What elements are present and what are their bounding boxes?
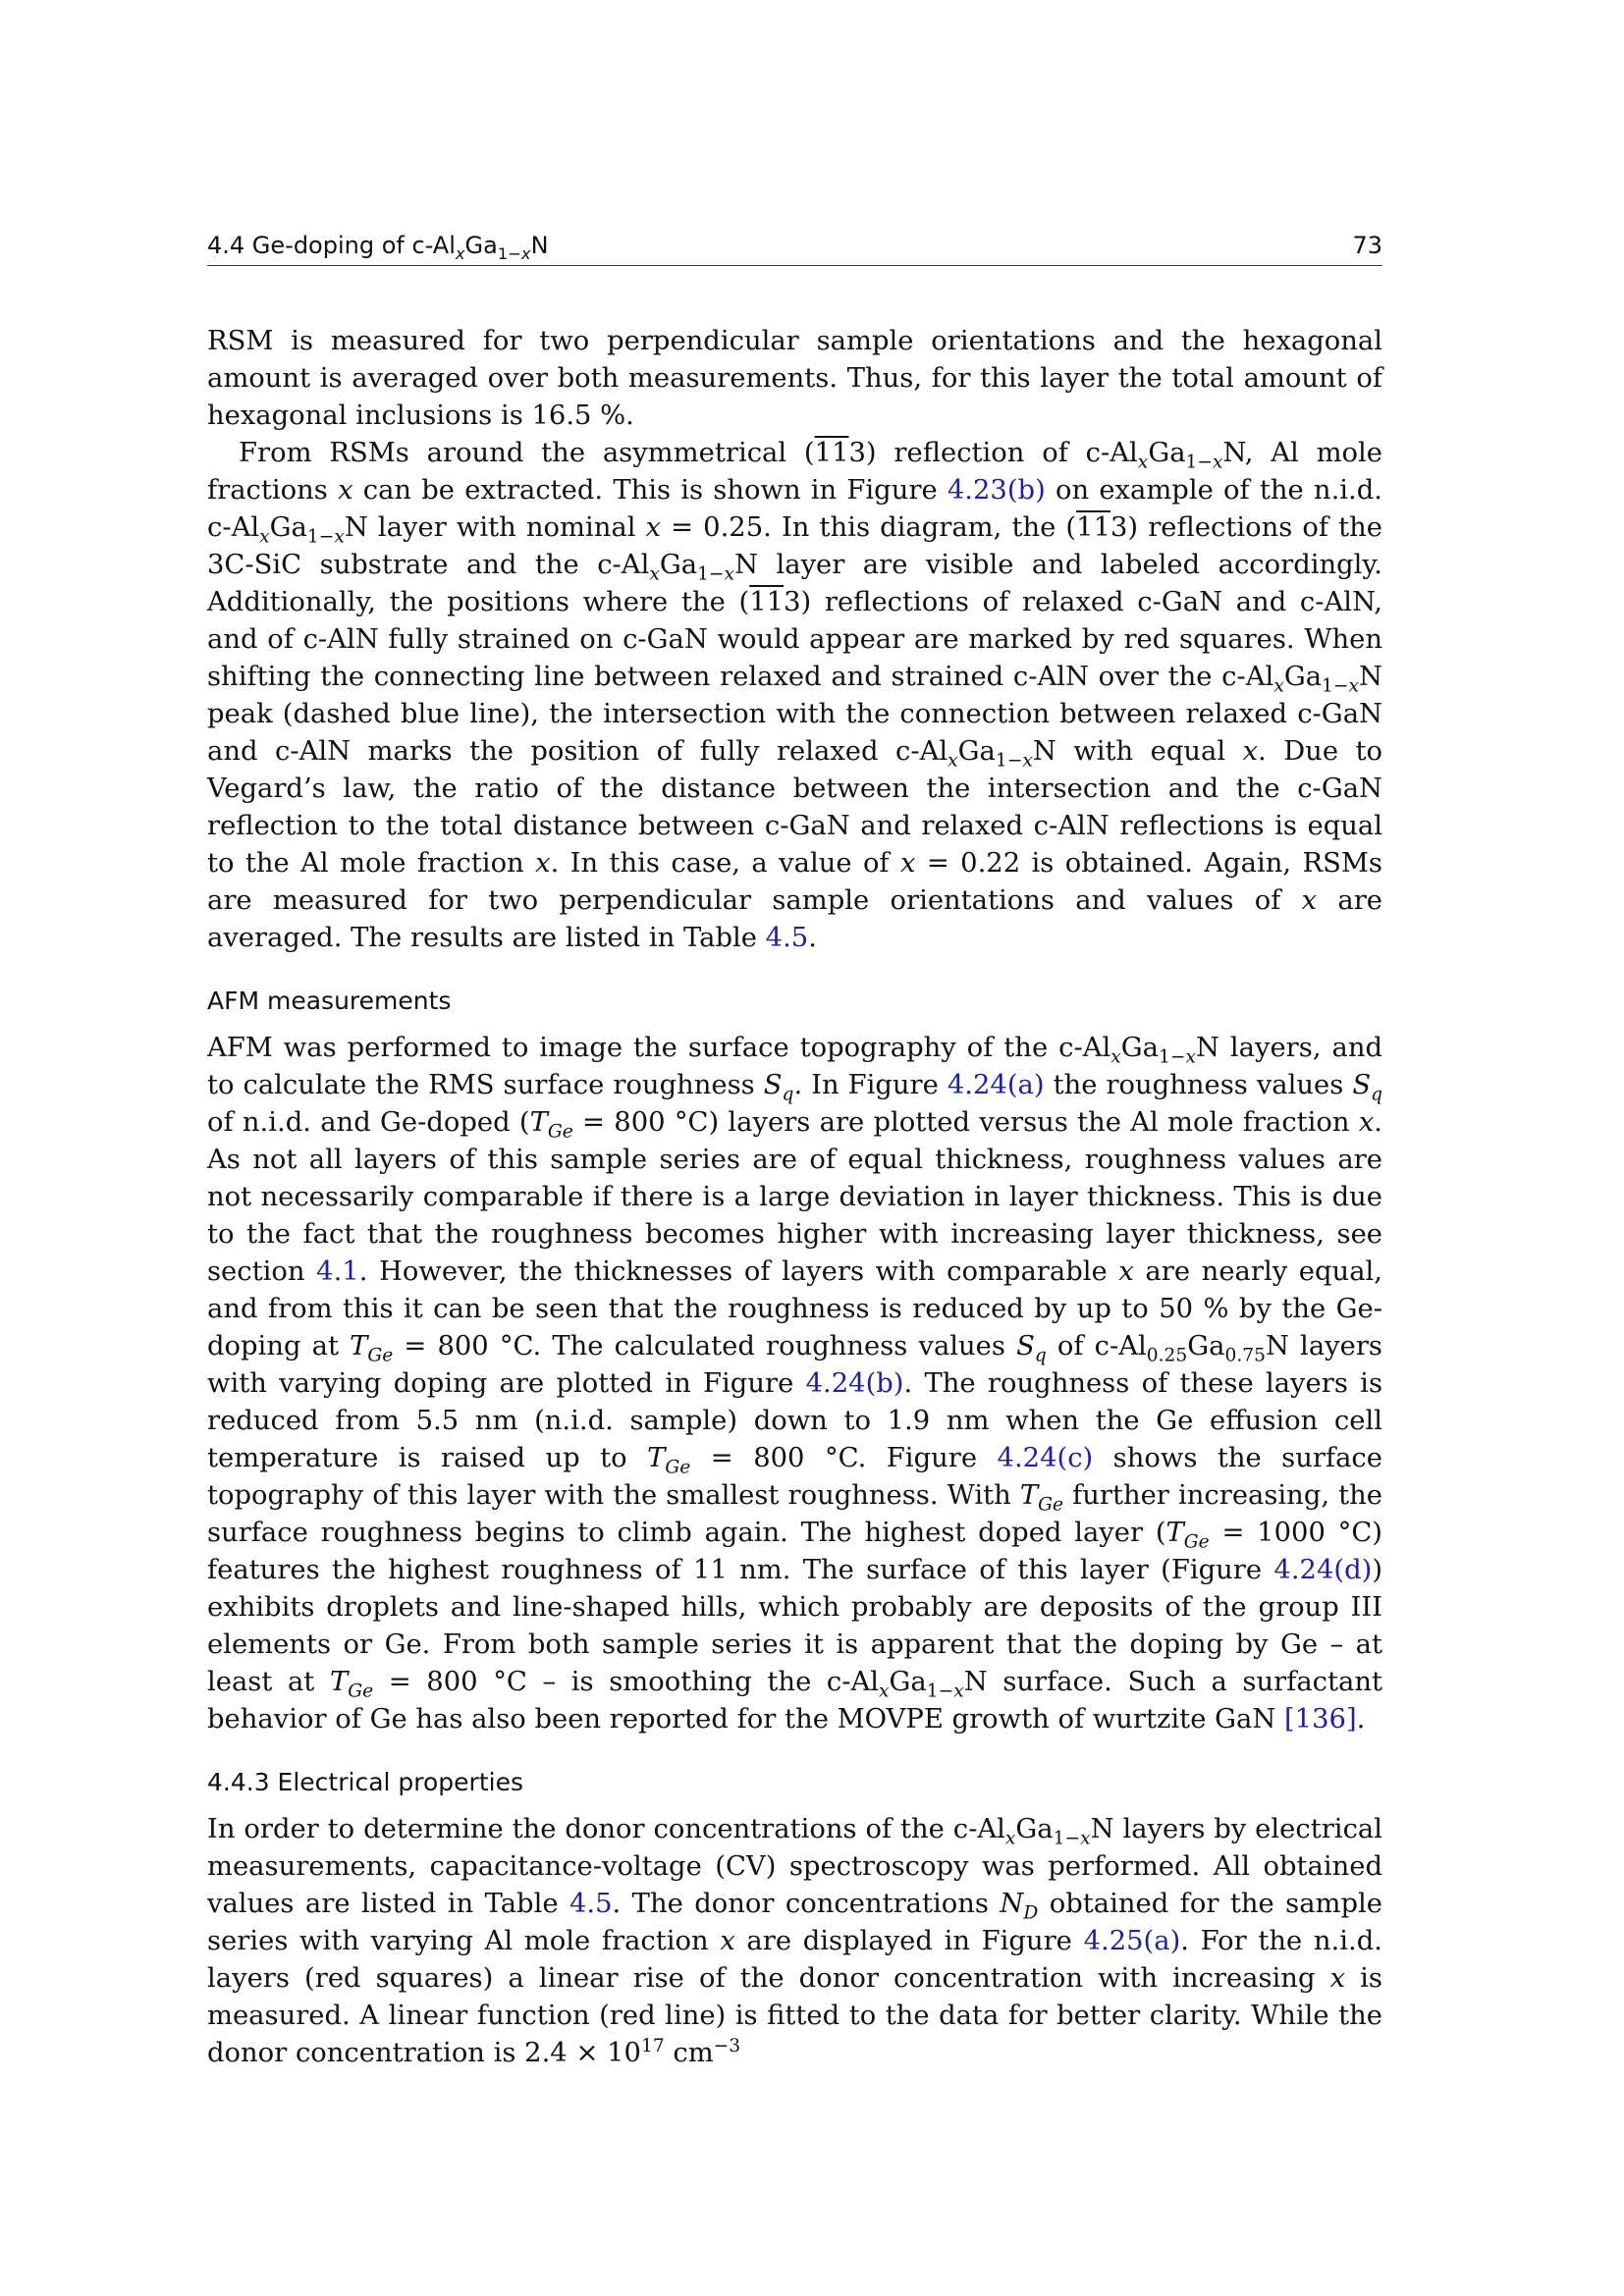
- figure-link[interactable]: 4.23(b): [947, 475, 1046, 506]
- running-header: [207, 232, 1382, 266]
- header-section-title: 4.4 Ge-doping of $c-Al_xGa_{1-x}N$: [207, 232, 549, 263]
- figure-link[interactable]: 4.24(c): [997, 1443, 1094, 1473]
- paragraph: In order to determine the donor concentrations of the $c-Al_xGa_{1-x}N$ layers by electrical measurements, capacitance-voltage (CV) spectroscopy was performed. All obtained values are listed in Table 4.5. The donor concentrations $N_D$ obtained for the sample series with varying Al mole fraction x are displayed in Figure 4.25(a). For the n.i.d. layers (red squares) a linear rise of the donor concentration with increasing x is measured. A linear function (red line) is fitted to the data for better clarity. While the donor concentration is $2.4 \times 10^{17}$ $cm^{-3}$: [207, 1814, 1382, 2068]
- figure-link[interactable]: 4.24(a): [947, 1070, 1045, 1100]
- section-link[interactable]: 4.1: [316, 1256, 359, 1287]
- figure-link[interactable]: 4.24(d): [1273, 1555, 1373, 1585]
- figure-link[interactable]: 4.25(a): [1083, 1926, 1181, 1956]
- page-number: 73: [1352, 232, 1382, 259]
- heading-afm: AFM measurements: [207, 987, 452, 1015]
- citation-link[interactable]: [136]: [1284, 1704, 1357, 1735]
- table-link[interactable]: 4.5: [568, 1889, 613, 1919]
- paragraph: From RSMs around the asymmetrical (113) reflection of $c-Al_xGa_{1-x}N$, Al mole fractions x can be extracted. This is shown in Figure 4.23(b) on example of the n.i.d. $c-Al_xGa_{1-x}N$ layer with nominal x = 0.25. In this diagram, the (113) reflections of the 3C-SiC substrate and the $c-Al_xGa_{1-x}N$ layer are visible and labeled accordingly. Additionally, the positions where the (113) reflections of relaxed c-GaN and c-AlN, and of c-AlN fully strained on c-GaN would appear are marked by red squares. When shifting the connecting line between relaxed and strained c-AlN over the $c-Al_xGa_{1-x}N$ peak (dashed blue line), the intersection with the connection between relaxed c-GaN and c-AlN marks the position of fully relaxed $c-Al_xGa_{1-x}N$ with equal x. Due to Vegard’s law, the ratio of the distance between the intersection and the c-GaN reflection to the total distance between c-GaN and relaxed c-AlN reflections is equal to the Al mole fraction x. In this case, a value of x = 0.22 is obtained. Again, RSMs are measured for two perpendicular sample orientations and values of x are averaged. The results are listed in Table 4.5.: [207, 438, 1383, 953]
- paragraph: AFM was performed to image the surface topography of the $c-Al_xGa_{1-x}N$ layers, and to calculate the RMS surface roughness $S_q$. In Figure 4.24(a) the roughness values $S_q$ of n.i.d. and Ge-doped ($T_{Ge} = 800$ °C) layers are plotted versus the Al mole fraction x. As not all layers of this sample series are of equal thickness, roughness values are not necessarily comparable if there is a large deviation in layer thickness. This is due to the fact that the roughness becomes higher with increasing layer thickness, see section 4.1. However, the thicknesses of layers with comparable x are nearly equal, and from this it can be seen that the roughness is reduced by up to 50 % by the Ge-doping at $T_{Ge} = 800$ °C. The calculated roughness values $S_q$ of $c-Al_{0.25}Ga_{0.75}N$ layers with varying doping are plotted in Figure 4.24(b). The roughness of these layers is reduced from 5.5 nm (n.i.d. sample) down to 1.9 nm when the Ge effusion cell temperature is raised up to $T_{Ge} = 800$ °C. Figure 4.24(c) shows the surface topography of this layer with the smallest roughness. With $T_{Ge}$ further increasing, the surface roughness begins to climb again. The highest doped layer ($T_{Ge} = 1000$ °C) features the highest roughness of 11 nm. The surface of this layer (Figure 4.24(d)) exhibits droplets and line-shaped hills, which probably are deposits of the group III elements or Ge. From both sample series it is apparent that the doping by Ge – at least at $T_{Ge} = 800$ °C – is smoothing the $c-Al_xGa_{1-x}N$ surface. Such a surfactant behavior of Ge has also been reported for the MOVPE growth of wurtzite GaN [136].: [207, 1033, 1383, 1735]
- body-text: [207, 323, 1382, 2072]
- figure-link[interactable]: 4.24(b): [805, 1368, 904, 1399]
- paragraph: RSM is measured for two perpendicular sample orientations and the hexagonal amount is averaged over both measurements. Thus, for this layer the total amount of hexagonal inclusions is 16.5 %.: [207, 326, 1382, 431]
- table-link[interactable]: 4.5: [765, 923, 809, 953]
- heading-electrical-properties: 4.4.3 Electrical properties: [207, 1768, 523, 1796]
